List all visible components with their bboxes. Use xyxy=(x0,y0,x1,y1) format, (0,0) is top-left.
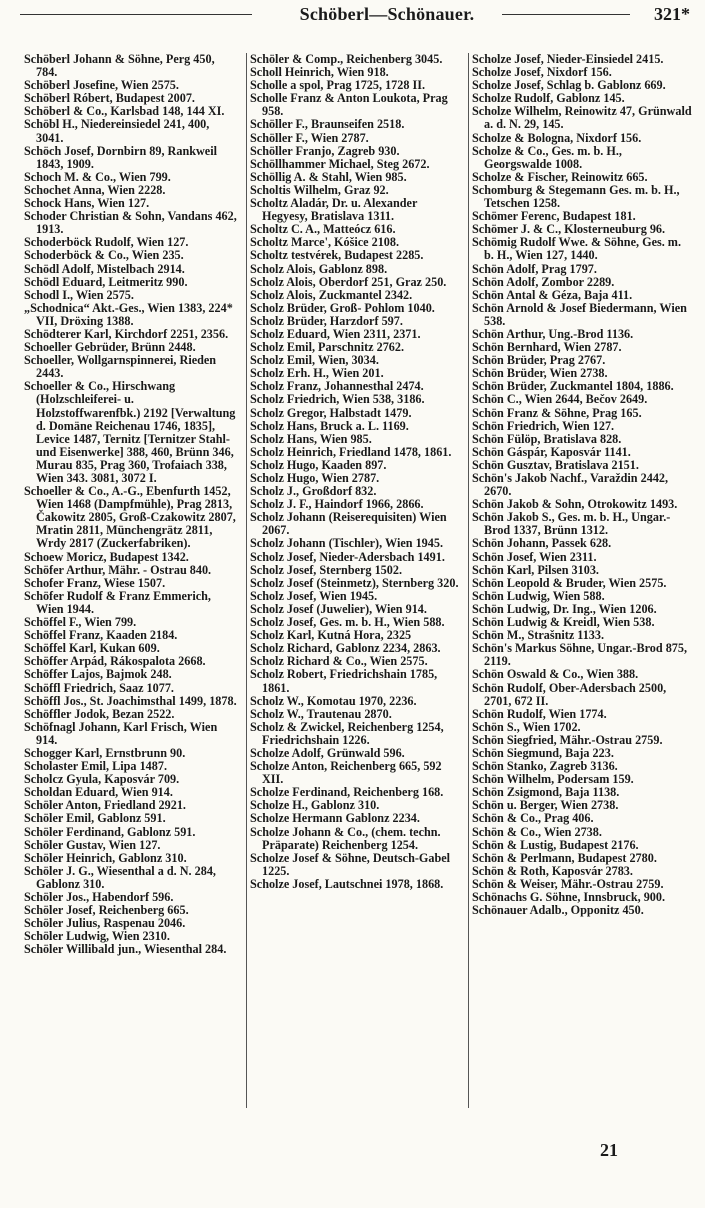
directory-entry: Schoderböck & Co., Wien 235. xyxy=(24,248,184,263)
directory-entry: Scholz Brüder, Harzdorf 597. xyxy=(250,313,403,328)
directory-entry: Scholz Josef, Nieder-Adersbach 1491. xyxy=(250,549,445,564)
directory-entry: Scholz Richard, Gablonz 2234, 2863. xyxy=(250,641,441,656)
directory-entry: Scholz Hugo, Kaaden 897. xyxy=(250,457,387,472)
directory-entry: Schöffel F., Wien 799. xyxy=(24,615,137,630)
directory-entry: Schöffel Karl, Kukan 609. xyxy=(24,641,160,656)
directory-entry: Scholz Alois, Zuckmantel 2342. xyxy=(250,287,413,302)
directory-entry: Schoch M. & Co., Wien 799. xyxy=(24,169,171,184)
page-title: Schöberl—Schönauer. xyxy=(299,4,475,24)
directory-entry: Schön Antal & Géza, Baja 411. xyxy=(472,287,633,302)
directory-entry: Schön Ludwig, Wien 588. xyxy=(472,588,605,603)
directory-entry: Scholz Erh. H., Wien 201. xyxy=(250,366,384,381)
directory-entry: Schön Johann, Passek 628. xyxy=(472,536,612,551)
directory-entry: Scholze Anton, Reichenberg 665, 592 XII. xyxy=(250,759,442,787)
directory-entry: Schön M., Strašnitz 1133. xyxy=(472,628,605,643)
directory-entry: Schön Friedrich, Wien 127. xyxy=(472,418,615,433)
directory-entry: Scholz Robert, Friedrichshain 1785, 1861. xyxy=(250,667,438,695)
directory-entry: Schön Jakob & Sohn, Otrokowitz 1493. xyxy=(472,497,678,512)
directory-entry: Scholcz Gyula, Kaposvár 709. xyxy=(24,772,180,787)
directory-entry: Schön & Co., Prag 406. xyxy=(472,811,594,826)
directory-entry: Schön Rudolf, Ober-Adersbach 2500, 2701, 672 II. xyxy=(472,680,667,708)
directory-entry: Schön Gusztav, Bratislava 2151. xyxy=(472,457,639,472)
directory-entry: Scholz W., Komotau 1970, 2236. xyxy=(250,693,417,708)
directory-entry: Schön Josef, Wien 2311. xyxy=(472,549,597,564)
directory-entry: Schomburg & Stegemann Ges. m. b. H., Tetschen 1258. xyxy=(472,182,680,211)
directory-entry: Schoeller & Co., Hirschwang (Holzschleiferei- u. Holzstoffwarenfbk.) 2192 [Verwaltung d. Domäne Reichenau 1746, 1835], Levice 1487, Ternitz [Ternitzer Stahl- und Eisenwerke] 388, 460, Brünn 346, Murau 835, Prag 360, Trofaiach 338, Wien 343. 3081, 3072 I. xyxy=(24,379,236,485)
directory-entry: „Schodnica“ Akt.-Ges., Wien 1383, 224* VII, Dröxing 1388. xyxy=(24,300,233,328)
directory-entry: Scholz Emil, Wien, 3034. xyxy=(250,353,379,368)
directory-entry: Schön Brüder, Prag 2767. xyxy=(472,353,606,368)
header-rule-right xyxy=(502,14,630,15)
directory-entry: Scholz Hans, Wien 985. xyxy=(250,431,372,446)
directory-entry: Schoderböck Rudolf, Wien 127. xyxy=(24,235,189,250)
directory-entry: Schön Arnold & Josef Biedermann, Wien 538. xyxy=(472,300,687,328)
directory-entry: Schöler J. G., Wiesenthal a d. N. 284, Gablonz 310. xyxy=(24,863,216,891)
directory-entry: Scholtz testvérek, Budapest 2285. xyxy=(250,248,424,263)
directory-column-2 xyxy=(246,53,462,1108)
directory-entry: Scholz Friedrich, Wien 538, 3186. xyxy=(250,392,425,407)
directory-entry: Scholz Johann (Reiserequisiten) Wien 2067. xyxy=(250,510,447,538)
directory-entry: Schoder Christian & Sohn, Vandans 462, 1913. xyxy=(24,209,237,237)
directory-entry: Scholdan Eduard, Wien 914. xyxy=(24,785,173,800)
directory-entry: Scholz Heinrich, Friedland 1478, 1861. xyxy=(250,444,452,459)
directory-entry: Schochet Anna, Wien 2228. xyxy=(24,182,166,197)
directory-entry: Schön Ludwig & Kreidl, Wien 538. xyxy=(472,615,655,630)
directory-entry: Schönachs G. Söhne, Innsbruck, 900. xyxy=(472,890,666,904)
directory-entry: Scholz J., Großdorf 832. xyxy=(250,484,377,499)
directory-entry: Scholze Josef, Schlag b. Gablonz 669. xyxy=(472,78,666,93)
directory-entry: Schöberl Róbert, Budapest 2007. xyxy=(24,91,195,106)
directory-entry: Schöffer Lajos, Bajmok 248. xyxy=(24,667,172,682)
directory-entry: Schöler Josef, Reichenberg 665. xyxy=(24,903,189,918)
directory-entry: Scholze Adolf, Grünwald 596. xyxy=(250,745,405,760)
directory-entry: Schöbl H., Niedereinsiedel 241, 400, 3041. xyxy=(24,117,210,145)
header-rule-left xyxy=(20,14,252,15)
directory-entry: Scholz Emil, Parschnitz 2762. xyxy=(250,340,405,355)
directory-entry: Schön Fülöp, Bratislava 828. xyxy=(472,431,622,446)
directory-entry: Schömer J. & C., Klosterneuburg 96. xyxy=(472,222,666,237)
directory-entry: Scholz Brüder, Groß- Pohlom 1040. xyxy=(250,300,435,315)
directory-entry: Schöffl Jos., St. Joachimsthal 1499, 1878. xyxy=(24,693,237,708)
directory-entry: Schoew Moricz, Budapest 1342. xyxy=(24,549,189,564)
directory-entry: Schön Ludwig, Dr. Ing., Wien 1206. xyxy=(472,601,657,616)
directory-entry: Schön's Jakob Nachf., Varaždin 2442, 2670. xyxy=(472,471,669,499)
directory-entry: Schön & Weiser, Mähr.-Ostrau 2759. xyxy=(472,876,664,891)
directory-entry: Schön Wilhelm, Podersam 159. xyxy=(472,772,634,787)
directory-columns xyxy=(24,53,690,1108)
directory-entry: Schön Adolf, Zombor 2289. xyxy=(472,274,615,289)
directory-entry: Scholze & Bologna, Nixdorf 156. xyxy=(472,130,642,145)
directory-entry: Schöler Julius, Raspenau 2046. xyxy=(24,916,186,931)
directory-entry: Scholz Karl, Kutná Hora, 2325 xyxy=(250,628,412,643)
directory-entry: Scholz Hans, Bruck a. L. 1169. xyxy=(250,418,409,433)
directory-entry: Schömig Rudolf Wwe. & Söhne, Ges. m. b. H., Wien 127, 1440. xyxy=(472,235,682,263)
page-number: 321* xyxy=(654,4,690,24)
directory-entry: Schöllig A. & Stahl, Wien 985. xyxy=(250,169,407,184)
directory-entry: Schön Franz & Söhne, Prag 165. xyxy=(472,405,642,420)
directory-entry: Schömer Ferenc, Budapest 181. xyxy=(472,209,636,224)
directory-entry: Scholle Franz & Anton Loukota, Prag 958. xyxy=(250,91,448,119)
directory-entry: Schöffl Friedrich, Saaz 1077. xyxy=(24,680,174,695)
directory-entry: Schön Adolf, Prag 1797. xyxy=(472,261,597,276)
directory-entry: Scholtis Wilhelm, Graz 92. xyxy=(250,182,389,197)
directory-entry: Schön Rudolf, Wien 1774. xyxy=(472,706,607,721)
directory-entry: Scholz Franz, Johannesthal 2474. xyxy=(250,379,424,394)
directory-entry: Schöberl & Co., Karlsbad 148, 144 XI. xyxy=(24,104,225,119)
directory-entry: Scholtz Marce', Kóšice 2108. xyxy=(250,235,400,250)
directory-entry: Schoeller, Wollgarnspinnerei, Rieden 2443. xyxy=(24,353,217,381)
directory-entry: Scholz Josef, Ges. m. b. H., Wien 588. xyxy=(250,615,445,630)
directory-entry: Schön Siegfried, Mähr.-Ostrau 2759. xyxy=(472,732,663,747)
directory-entry: Schöffler Jodok, Bezan 2522. xyxy=(24,706,175,721)
directory-entry: Scholz W., Trautenau 2870. xyxy=(250,706,392,721)
directory-entry: Schöler Gustav, Wien 127. xyxy=(24,837,161,852)
directory-entry: Schöler Ludwig, Wien 2310. xyxy=(24,929,170,944)
directory-entry: Scholz Josef, Wien 1945. xyxy=(250,588,378,603)
directory-entry: Scholl Heinrich, Wien 918. xyxy=(250,65,389,80)
directory-entry: Scholtz Aladár, Dr. u. Alexander Hegyesy, Bratislava 1311. xyxy=(250,196,418,224)
directory-entry: Scholtz C. A., Matteócz 616. xyxy=(250,222,396,237)
directory-entry: Schock Hans, Wien 127. xyxy=(24,196,150,211)
directory-entry: Scholz J. F., Haindorf 1966, 2866. xyxy=(250,497,424,512)
directory-entry: Schön Brüder, Zuckmantel 1804, 1886. xyxy=(472,379,674,394)
page-header xyxy=(20,4,690,44)
directory-entry: Schöffel Franz, Kaaden 2184. xyxy=(24,628,178,643)
directory-entry: Schön Leopold & Bruder, Wien 2575. xyxy=(472,575,667,590)
directory-entry: Schoeller Gebrüder, Brünn 2448. xyxy=(24,340,196,355)
directory-entry: Schöler Anton, Friedland 2921. xyxy=(24,798,186,813)
directory-entry: Scholze & Co., Ges. m. b. H., Georgswalde 1008. xyxy=(472,143,622,171)
directory-entry: Schöfer Arthur, Mähr. - Ostrau 840. xyxy=(24,562,212,577)
directory-entry: Schön Zsigmond, Baja 1138. xyxy=(472,785,620,800)
directory-entry: Scholz Alois, Gablonz 898. xyxy=(250,261,388,276)
directory-entry: Scholz Josef, Sternberg 1502. xyxy=(250,562,402,577)
directory-entry: Schön Bernhard, Wien 2787. xyxy=(472,340,622,355)
directory-entry: Schöfer Rudolf & Franz Emmerich, Wien 1944. xyxy=(24,588,211,616)
directory-entry: Schön Oswald & Co., Wien 388. xyxy=(472,667,639,682)
directory-entry: Scholz Gregor, Halbstadt 1479. xyxy=(250,405,412,420)
directory-entry: Scholze Johann & Co., (chem. techn. Präparate) Reichenberg 1254. xyxy=(250,824,441,852)
directory-column-1 xyxy=(24,53,237,1108)
directory-entry: Schön & Lustig, Budapest 2176. xyxy=(472,837,639,852)
directory-entry: Schöler Emil, Gablonz 591. xyxy=(24,811,166,826)
directory-entry: Scholz Richard & Co., Wien 2575. xyxy=(250,654,428,669)
directory-entry: Schön & Roth, Kaposvár 2783. xyxy=(472,863,633,878)
directory-entry: Schoeller & Co., A.-G., Ebenfurth 1452, Wien 1468 (Dampfmühle), Prag 2813, Čakowitz 2805, Groß-Czakowitz 2807, Mratin 2811, Münchengrätz 2811, Wrdy 2817 (Zuckerfabriken). xyxy=(24,484,236,551)
directory-entry: Scholle a spol, Prag 1725, 1728 II. xyxy=(250,78,426,93)
directory-entry: Schön C., Wien 2644, Bečov 2649. xyxy=(472,392,648,407)
directory-entry: Schön Brüder, Wien 2738. xyxy=(472,366,608,381)
directory-entry: Scholze & Fischer, Reinowitz 665. xyxy=(472,169,648,184)
directory-entry: Schödl Adolf, Mistelbach 2914. xyxy=(24,261,185,276)
directory-entry: Scholz Eduard, Wien 2311, 2371. xyxy=(250,326,421,341)
directory-entry: Scholze Josef, Nixdorf 156. xyxy=(472,65,612,80)
directory-entry: Schön & Co., Wien 2738. xyxy=(472,824,602,839)
directory-entry: Schön u. Berger, Wien 2738. xyxy=(472,798,619,813)
directory-entry: Schöller Franjo, Zagreb 930. xyxy=(250,143,400,158)
directory-entry: Scholze Josef, Lautschnei 1978, 1868. xyxy=(250,876,444,891)
signature-number: 21 xyxy=(600,1140,618,1160)
directory-entry: Schön Gáspár, Kaposvár 1141. xyxy=(472,444,631,459)
directory-entry: Scholze Hermann Gablonz 2234. xyxy=(250,811,420,826)
directory-entry: Schön Stanko, Zagreb 3136. xyxy=(472,759,618,774)
directory-entry: Schön Jakob S., Ges. m. b. H., Ungar.-Brod 1337, Brünn 1312. xyxy=(472,510,671,538)
directory-entry: Schöler & Comp., Reichenberg 3045. xyxy=(250,53,443,66)
directory-entry: Schödl Eduard, Leitmeritz 990. xyxy=(24,274,188,289)
directory-entry: Schön Arthur, Ung.-Brod 1136. xyxy=(472,326,634,341)
directory-entry: Scholze Josef, Nieder-Einsiedel 2415. xyxy=(472,53,664,66)
directory-entry: Schön S., Wien 1702. xyxy=(472,719,581,734)
directory-entry: Schöffer Arpád, Rákospalota 2668. xyxy=(24,654,206,669)
directory-entry: Schöller F., Braunseifen 2518. xyxy=(250,117,405,132)
directory-entry: Schön's Markus Söhne, Ungar.-Brod 875, 2119. xyxy=(472,641,688,669)
directory-entry: Schöler Heinrich, Gablonz 310. xyxy=(24,850,187,865)
directory-entry: Scholze Rudolf, Gablonz 145. xyxy=(472,91,625,106)
directory-entry: Schofer Franz, Wiese 1507. xyxy=(24,575,166,590)
directory-entry: Schöler Ferdinand, Gablonz 591. xyxy=(24,824,196,839)
directory-entry: Scholze Josef & Söhne, Deutsch-Gabel 1225. xyxy=(250,850,451,878)
directory-entry: Schöller F., Wien 2787. xyxy=(250,130,369,145)
directory-entry: Schogger Karl, Ernstbrunn 90. xyxy=(24,745,186,760)
directory-entry: Scholaster Emil, Lipa 1487. xyxy=(24,759,167,774)
directory-entry: Schöllhammer Michael, Steg 2672. xyxy=(250,156,430,171)
directory-entry: Scholz Johann (Tischler), Wien 1945. xyxy=(250,536,443,551)
directory-entry: Schöberl Johann & Söhne, Perg 450, 784. xyxy=(24,53,215,80)
directory-entry: Schöch Josef, Dornbirn 89, Rankweil 1843, 1909. xyxy=(24,143,217,171)
directory-entry: Schöler Willibald jun., Wiesenthal 284. xyxy=(24,942,227,957)
directory-entry: Scholze Ferdinand, Reichenberg 168. xyxy=(250,785,444,800)
directory-entry: Scholz Josef (Juwelier), Wien 914. xyxy=(250,601,427,616)
directory-entry: Schönauer Adalb., Opponitz 450. xyxy=(472,903,644,918)
directory-column-3 xyxy=(468,53,692,1108)
directory-entry: Schöberl Josefine, Wien 2575. xyxy=(24,78,179,93)
directory-entry: Scholze Wilhelm, Reinowitz 47, Grünwald a. d. N. 29, 145. xyxy=(472,104,692,132)
directory-entry: Schöler Jos., Habendorf 596. xyxy=(24,890,174,904)
directory-entry: Schödterer Karl, Kirchdorf 2251, 2356. xyxy=(24,326,229,341)
directory-entry: Schöfnagl Johann, Karl Frisch, Wien 914. xyxy=(24,719,218,747)
directory-entry: Scholz Josef (Steinmetz), Sternberg 320. xyxy=(250,575,459,590)
directory-entry: Schodl I., Wien 2575. xyxy=(24,287,134,302)
directory-entry: Schön Siegmund, Baja 223. xyxy=(472,745,614,760)
directory-entry: Schön & Perlmann, Budapest 2780. xyxy=(472,850,657,865)
directory-entry: Schön Karl, Pilsen 3103. xyxy=(472,562,599,577)
directory-entry: Scholz & Zwickel, Reichenberg 1254, Friedrichshain 1226. xyxy=(250,719,444,747)
directory-entry: Scholz Alois, Oberdorf 251, Graz 250. xyxy=(250,274,447,289)
directory-entry: Scholze H., Gablonz 310. xyxy=(250,798,380,813)
directory-entry: Scholz Hugo, Wien 2787. xyxy=(250,471,380,485)
